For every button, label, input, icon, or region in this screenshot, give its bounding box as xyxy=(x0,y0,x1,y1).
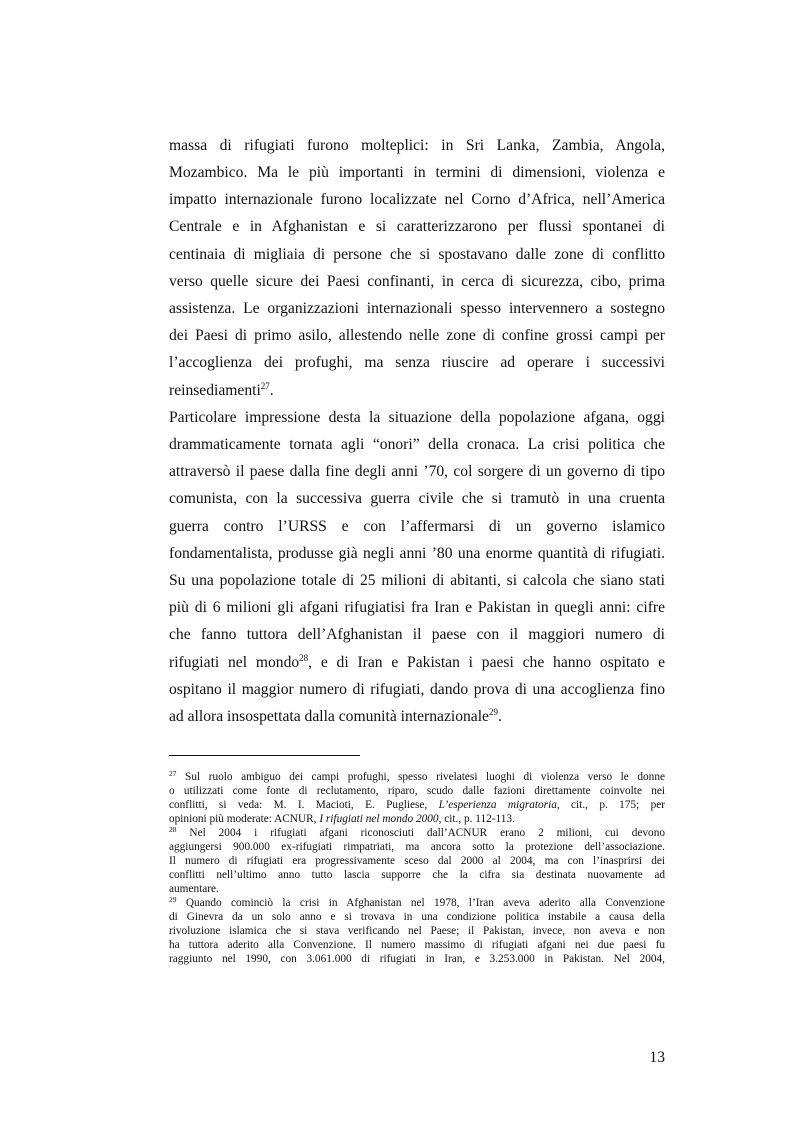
text-run: ad allora insospettata dalla comunità internazionale xyxy=(169,708,489,725)
footnote-line xyxy=(169,798,665,812)
text-run: . xyxy=(497,708,502,725)
text-line: Su una popolazione totale di 25 milioni di abitanti, si calcola che siano stati xyxy=(169,572,665,589)
text-line: ospitano il maggior numero di rifugiati, dando prova di una accoglienza fino xyxy=(169,681,665,698)
footnote-line: o utilizzati come fonte di reclutamento, riparo, scudo dalle fazioni direttamente coinvolte nei xyxy=(169,785,665,797)
text-line: più di 6 milioni gli afgani rifugiatisi fra Iran e Pakistan in quegli anni: cifre xyxy=(169,599,665,616)
footnote-ref[interactable]: 28 xyxy=(299,653,309,663)
text-line: l’accoglienza dei profughi, ma senza riuscire ad operare i successivi xyxy=(169,354,665,371)
text-line: Mozambico. Ma le più importanti in termini di dimensioni, violenza e xyxy=(169,164,665,181)
text-run: rifugiati nel mondo xyxy=(169,654,300,671)
footnote-line: raggiunto nel 1990, con 3.061.000 di rifugiati in Iran, e 3.253.000 in Pakistan. Nel 2004, xyxy=(169,953,665,965)
text-line: dei Paesi di primo asilo, allestendo nelle zone di confine grossi campi per xyxy=(169,327,665,344)
footnote-line xyxy=(169,812,665,826)
footnote-line: di Ginevra da un solo anno e si trovava in una condizione politica instabile a causa della xyxy=(169,911,665,923)
text-run: reinsediamenti xyxy=(169,382,261,399)
footnote-marker: 27 xyxy=(169,769,177,778)
text-run: , cit., p. 112-113. xyxy=(438,813,515,825)
footnote-line: aumentare. xyxy=(169,883,219,895)
text-run: , cit., p. 175; per xyxy=(556,799,665,811)
text-line: massa di rifugiati furono molteplici: in Sri Lanka, Zambia, Angola, xyxy=(169,137,665,154)
footnote-line: ha tuttora aderito alla Convenzione. Il numero massimo di rifugiati afgani nei due paesi fu xyxy=(169,939,665,951)
footnote-line: rivoluzione islamica che si stava verificando nel Paese; il Pakistan, invece, non aveva e non xyxy=(169,925,665,937)
footnote-line xyxy=(169,896,665,910)
text-line xyxy=(169,707,665,727)
text-line xyxy=(169,381,665,401)
cited-title: L’esperienza migratoria xyxy=(438,799,557,811)
text-line: attraversò il paese dalla fine degli anni ’70, col sorgere di un governo di tipo xyxy=(169,463,665,480)
text-line xyxy=(169,653,665,673)
cited-title: I rifugiati nel mondo 2000 xyxy=(319,813,439,825)
footnote-line: aggiungersi 900.000 ex-rifugiati rimpatriati, ma ancora sotto la protezione dell’associazione. xyxy=(169,841,665,853)
footnote-line: conflitti nell’ultimo anno tutto lascia supporre che la cifra sia destinata nuovamente ad xyxy=(169,869,665,881)
footnote-ref[interactable]: 29 xyxy=(488,707,498,717)
text-run: opinioni più moderate: ACNUR, xyxy=(169,813,320,825)
footnote-line xyxy=(169,826,665,840)
footnote-marker: 28 xyxy=(169,825,177,834)
text-line: verso quelle sicure dei Paesi confinanti, in cerca di sicurezza, cibo, prima xyxy=(169,273,665,290)
text-run: conflitti, si veda: M. I. Macioti, E. Pugliese, xyxy=(169,799,439,811)
text-line: impatto internazionale furono localizzate nel Corno d’Africa, nell’America xyxy=(169,191,665,208)
text-run: . xyxy=(269,382,274,399)
text-line: fondamentalista, produsse già negli anni ’80 una enorme quantità di rifugiati. xyxy=(169,545,665,562)
text-run: Sul ruolo ambiguo dei campi profughi, spesso rivelatesi luoghi di violenza verso le donne xyxy=(176,771,665,783)
text-line: comunista, con la successiva guerra civile che si tramutò in una cruenta xyxy=(169,490,665,507)
text-line: Particolare impressione desta la situazione della popolazione afgana, oggi xyxy=(169,409,665,426)
footnote-ref[interactable]: 27 xyxy=(260,381,270,391)
text-line: centinaia di migliaia di persone che si spostavano dalle zone di conflitto xyxy=(169,246,665,263)
text-line: che fanno tuttora dell’Afghanistan il paese con il maggiori numero di xyxy=(169,626,665,643)
page-number: 13 xyxy=(649,1049,665,1066)
text-line: assistenza. Le organizzazioni internazionali spesso intervennero a sostegno xyxy=(169,300,665,317)
footnote-line: Il numero di rifugiati era progressivamente sceso dal 2000 al 2004, ma con l’inasprirsi dei xyxy=(169,855,665,867)
footnote-marker: 29 xyxy=(169,895,177,904)
text-run: , e di Iran e Pakistan i paesi che hanno ospitato e xyxy=(308,654,665,671)
text-run: Quando cominciò la crisi in Afghanistan nel 1978, l’Iran aveva aderito alla Convenzione xyxy=(176,897,665,909)
footnote-separator xyxy=(169,755,360,756)
text-line: drammaticamente tornata agli “onori” della cronaca. La crisi politica che xyxy=(169,436,665,453)
text-line: Centrale e in Afghanistan e si caratterizzarono per flussi spontanei di xyxy=(169,218,665,235)
text-line: guerra contro l’URSS e con l’affermarsi di un governo islamico xyxy=(169,518,665,535)
footnote-line xyxy=(169,770,665,784)
text-run: Nel 2004 i rifugiati afgani riconosciuti dall’ACNUR erano 2 milioni, cui devono xyxy=(176,827,665,839)
